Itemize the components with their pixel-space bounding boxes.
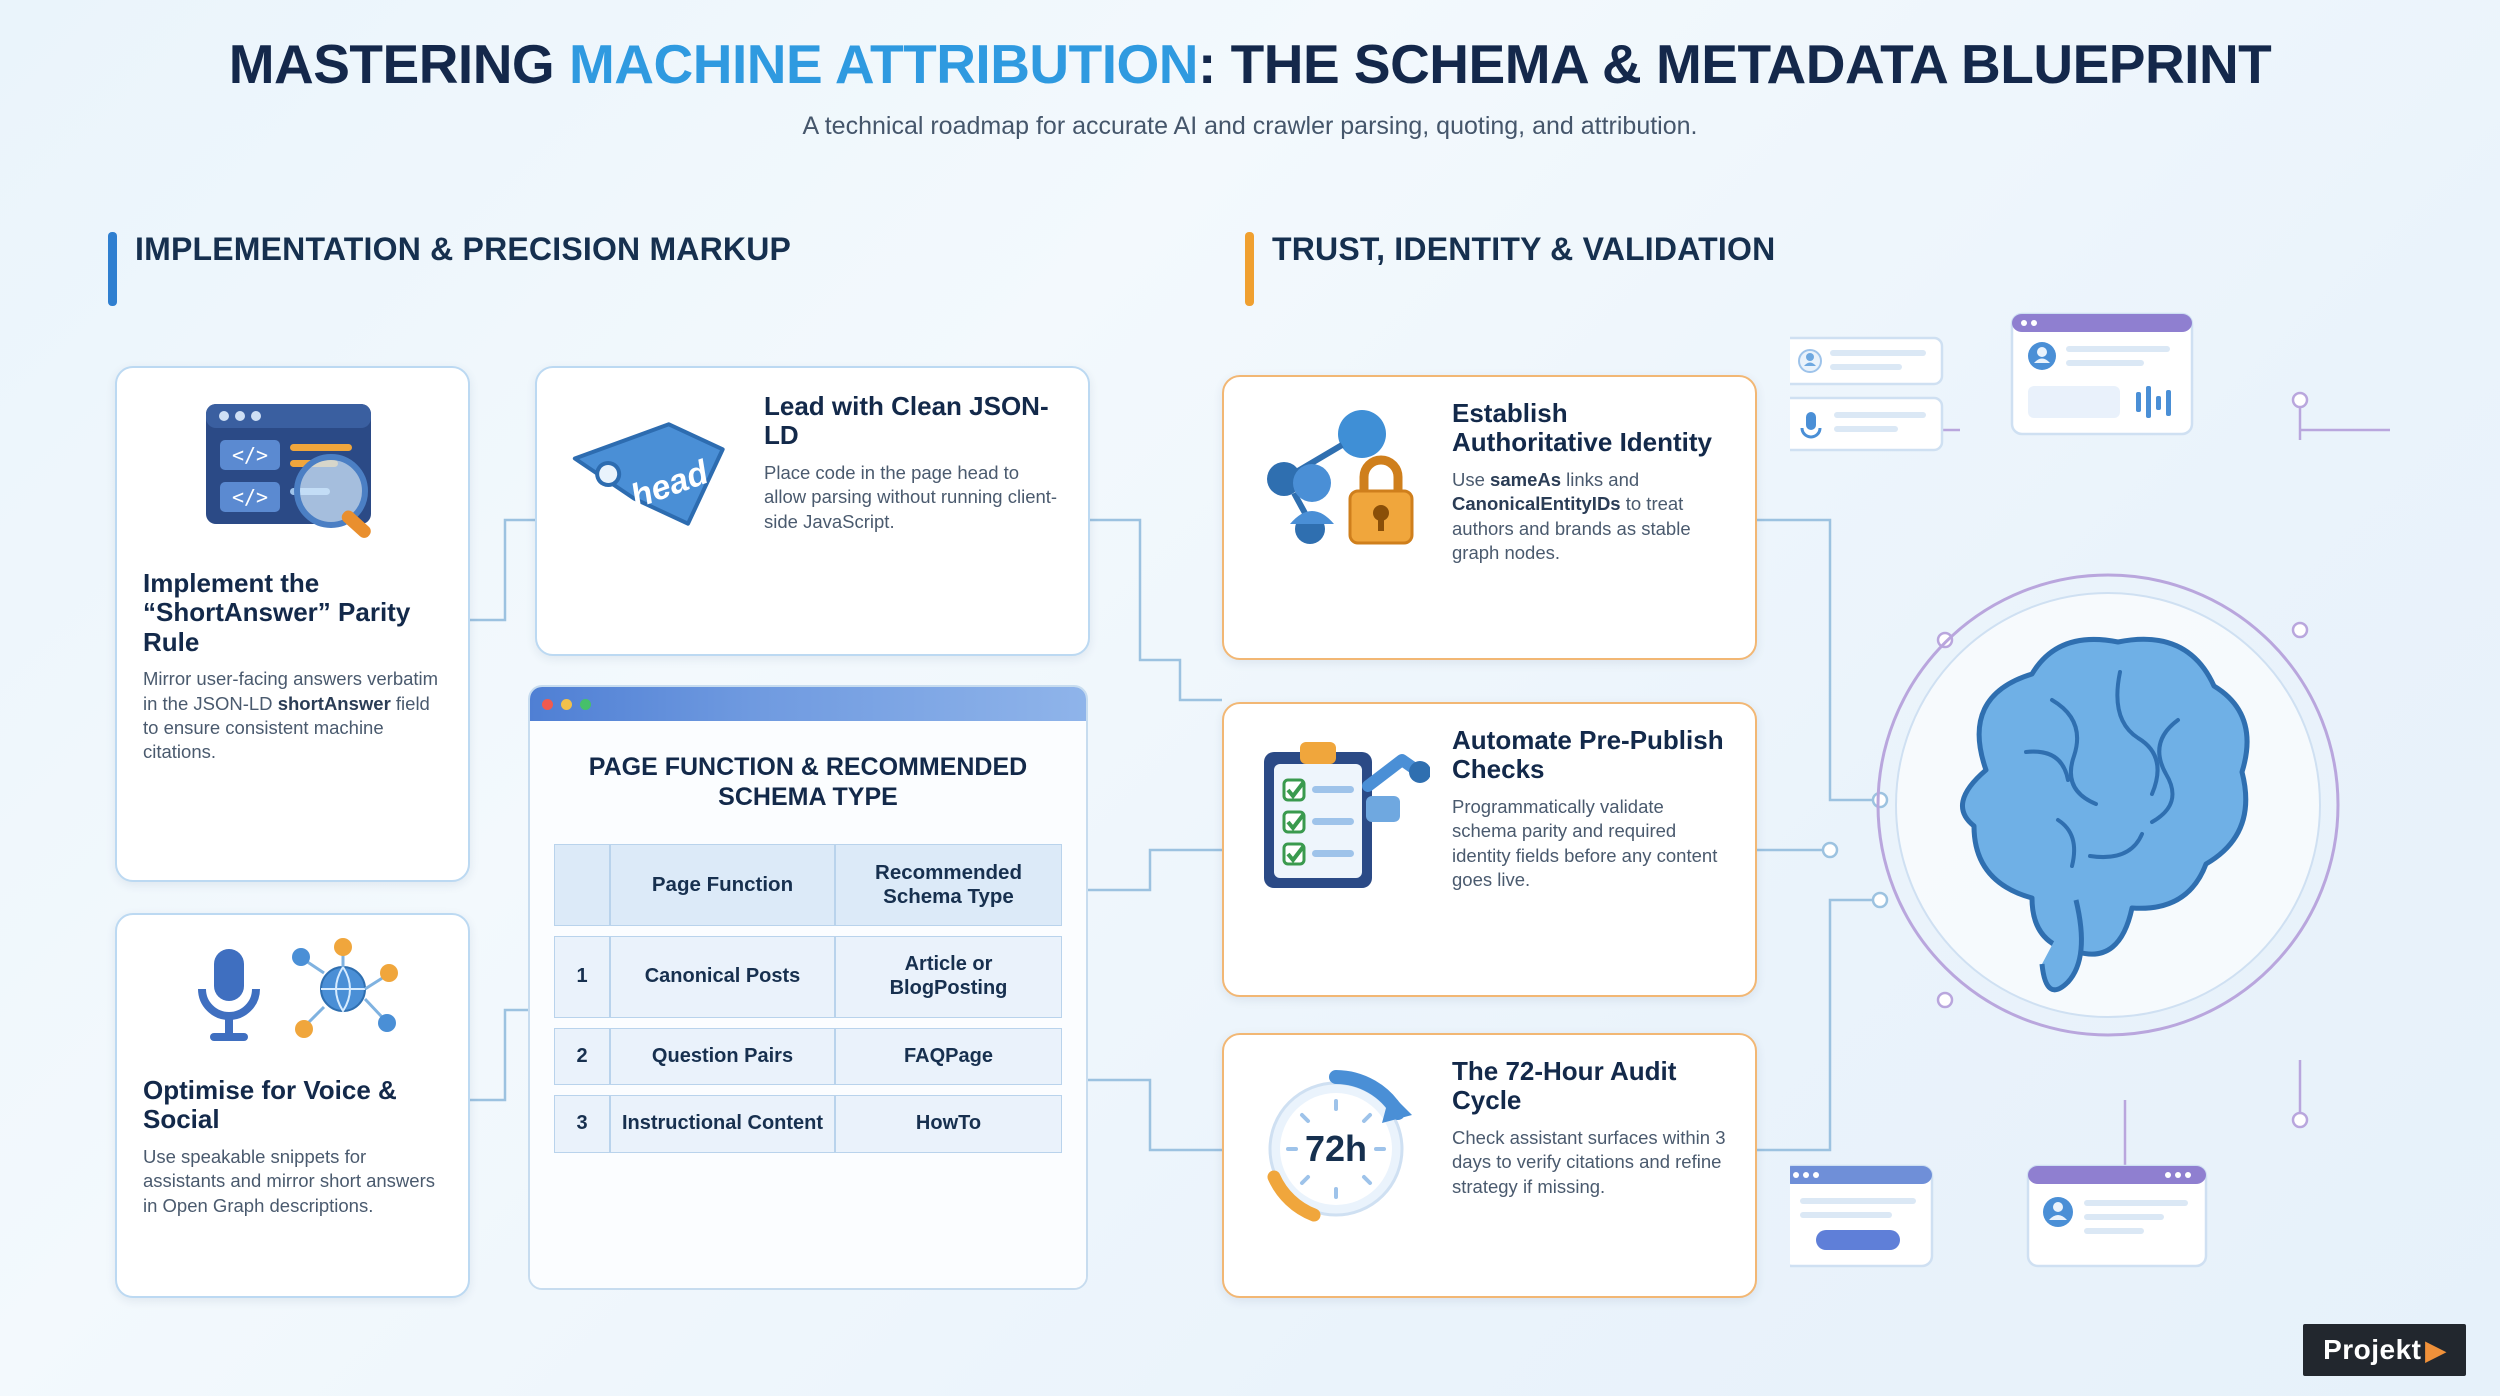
card-body: Programmatically validate schema parity and required identity fields before any content goes live. [1452,795,1718,890]
ui-card-assistant-chat [2012,314,2192,434]
card-heading: Lead with Clean JSON-LD [764,391,1049,451]
row-page-function: Question Pairs [610,1028,835,1086]
identity-lock-icon [1250,399,1430,564]
card-heading: The 72-Hour Audit Cycle [1452,1056,1677,1116]
schema-table-panel[interactable] [528,685,1088,1290]
card-body: Place code in the page head to allow parsing without running client-side JavaScript. [764,461,1058,532]
card-body [1452,468,1729,566]
body-pre: Mirror user-facing answers verbatim in the JSON-LD [143,668,439,714]
logo-text: Projekt [2323,1334,2422,1365]
row-page-function: Instructional Content [610,1095,835,1153]
table-header-row [554,844,1062,926]
card-heading: Implement the “ShortAnswer” Parity Rule [143,568,411,657]
body-post: field to ensure consistent machine citations. [143,692,430,763]
svg-text:72h: 72h [1304,1128,1368,1169]
maximize-dot-icon[interactable] [580,699,591,710]
ai-surfaces-visual [1790,300,2430,1310]
page-header [0,0,2500,141]
svg-text:</>: </> [231,485,268,509]
card-heading: Automate Pre-Publish Checks [1452,725,1724,785]
row-index: 3 [554,1095,610,1153]
body-bold: shortAnswer [277,692,391,714]
title-part-1: MASTERING [228,33,569,95]
table-row [554,1095,1062,1153]
row-schema-type: FAQPage [835,1028,1062,1086]
card-voice-social[interactable] [115,913,470,1298]
row-page-function: Canonical Posts [610,936,835,1017]
body-bold-canonicalentityids: CanonicalEntityIDs [1452,493,1621,515]
column-title-right: TRUST, IDENTITY & VALIDATION [1272,231,1776,267]
column-heading-implementation [108,232,791,306]
page-title [0,33,2500,95]
body-mid: links and [1561,468,1640,490]
ui-card-profile-snippet [2028,1166,2206,1266]
column-heading-trust [1245,232,1775,306]
column-accent-bar [1245,232,1254,306]
header-schema-type: Recommended Schema Type [835,844,1062,926]
minimize-dot-icon[interactable] [561,699,572,710]
card-clean-jsonld[interactable] [535,366,1090,656]
ui-card-voice-input [1790,398,1942,450]
table-row [554,936,1062,1017]
close-dot-icon[interactable] [542,699,553,710]
panel-heading: PAGE FUNCTION & RECOMMENDED SCHEMA TYPE [588,753,1028,811]
column-accent-bar [108,232,117,306]
card-72hour-audit[interactable] [1222,1033,1757,1298]
header-index [554,844,610,926]
title-part-2: : THE SCHEMA & METADATA BLUEPRINT [1198,33,2272,95]
card-authoritative-identity[interactable] [1222,375,1757,660]
ui-card-search-result [1790,1166,1932,1266]
clipboard-robot-icon [1250,726,1430,901]
panel-title-bar [530,687,1086,721]
row-index: 1 [554,936,610,1017]
row-index: 2 [554,1028,610,1086]
card-body [143,667,442,765]
card-prepublish-checks[interactable] [1222,702,1757,997]
code-magnifier-icon [188,396,398,546]
clock-72h-icon [1250,1057,1430,1232]
card-shortanswer-parity[interactable] [115,366,470,882]
ui-card-contact-list [1790,338,1942,384]
title-accent: MACHINE ATTRIBUTION [568,33,1199,95]
card-body: Use speakable snippets for assistants and mirror short answers in Open Graph descriptions. [143,1145,435,1216]
table-row [554,1028,1062,1086]
brand-logo [2303,1324,2466,1376]
page-subtitle: A technical roadmap for accurate AI and crawler parsing, quoting, and attribution. [802,111,1698,140]
card-heading: Optimise for Voice & Social [143,1075,397,1135]
logo-mark-icon: ▶ [2425,1334,2446,1365]
column-title-left: IMPLEMENTATION & PRECISION MARKUP [135,231,792,267]
head-tag-icon [567,392,742,557]
body-pre: Use [1452,468,1491,490]
schema-table [554,834,1062,1163]
card-body: Check assistant surfaces within 3 days to verify citations and refine strategy if missing. [1452,1126,1726,1197]
row-schema-type: Article or BlogPosting [835,936,1062,1017]
microphone-network-icon [168,937,418,1057]
body-post: to treat authors and brands as stable graph nodes. [1452,493,1691,563]
svg-text:head: head [625,453,714,517]
header-page-function: Page Function [610,844,835,926]
body-bold-sameas: sameAs [1490,468,1562,490]
card-heading: Establish Authoritative Identity [1452,398,1713,458]
svg-text:</>: </> [231,443,268,467]
row-schema-type: HowTo [835,1095,1062,1153]
